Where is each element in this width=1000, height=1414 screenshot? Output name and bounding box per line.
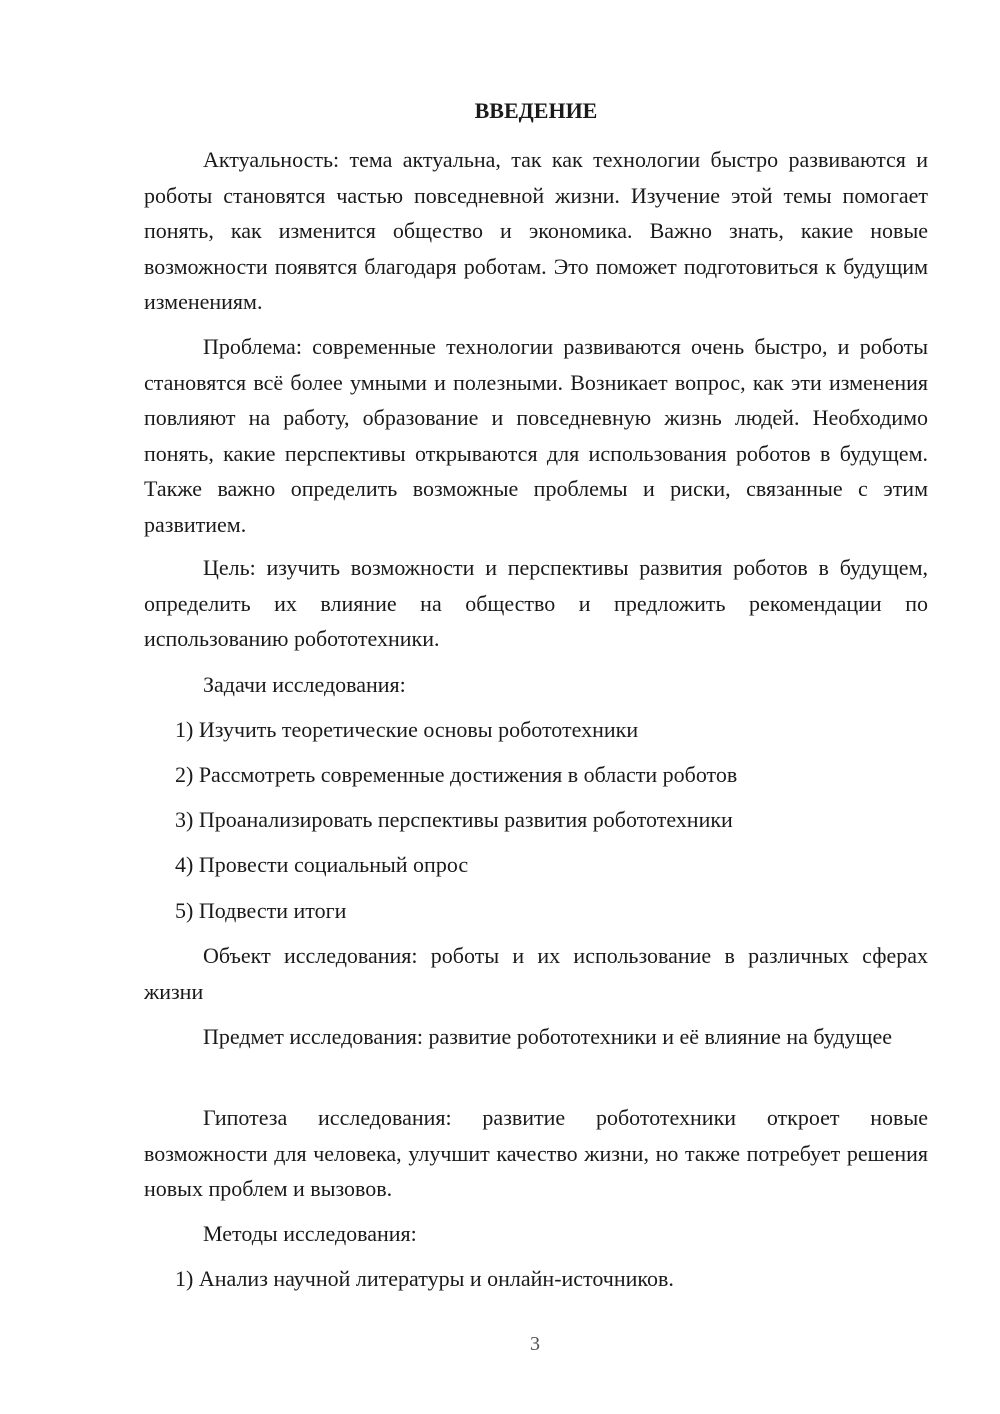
methods-heading: Методы исследования:: [203, 1221, 417, 1246]
list-item: 3) Проанализировать перспективы развития робототехники: [175, 807, 733, 832]
page-number: 3: [530, 1333, 540, 1355]
relevance-paragraph: Актуальность: тема актуальна, так как технологии быстро развиваются и роботы становятся частью повседневной жизни. Изучение этой темы помогает понять, как изменится общество и экономика. Важно знать, какие новые возможности появятся благодаря роботам. Это поможет подготовиться к будущим изменениям.: [144, 147, 928, 314]
goal-paragraph: Цель: изучить возможности и перспективы развития роботов в будущем, определить их влияние на общество и предложить рекомендации по использованию робототехники.: [144, 555, 928, 651]
subject-paragraph: Предмет исследования: развитие робототехники и её влияние на будущее: [203, 1024, 893, 1049]
problem-paragraph: Проблема: современные технологии развиваются очень быстро, и роботы становятся всё более умными и полезными. Возникает вопрос, как эти изменения повлияют на работу, образование и повседневную жизнь людей. Необходимо понять, какие перспективы открываются для использования роботов в будущем. Также важно определить возможные проблемы и риски, связанные с этим развитием.: [144, 334, 928, 537]
object-paragraph: Объект исследования: роботы и их использование в различных сферах жизни: [144, 943, 928, 1004]
tasks-heading: Задачи исследования:: [203, 672, 406, 697]
page-title: ВВЕДЕНИЕ: [474, 98, 598, 123]
list-item: 2) Рассмотреть современные достижения в области роботов: [175, 762, 738, 787]
hypothesis-paragraph: Гипотеза исследования: развитие робототехники откроет новые возможности для человека, улучшит качество жизни, но также потребует решения новых проблем и вызовов.: [144, 1105, 928, 1201]
list-item: 4) Провести социальный опрос: [175, 852, 469, 877]
list-item: 5) Подвести итоги: [175, 898, 347, 923]
list-item: 1) Анализ научной литературы и онлайн-источников.: [175, 1266, 674, 1291]
list-item: 1) Изучить теоретические основы робототехники: [175, 717, 639, 742]
